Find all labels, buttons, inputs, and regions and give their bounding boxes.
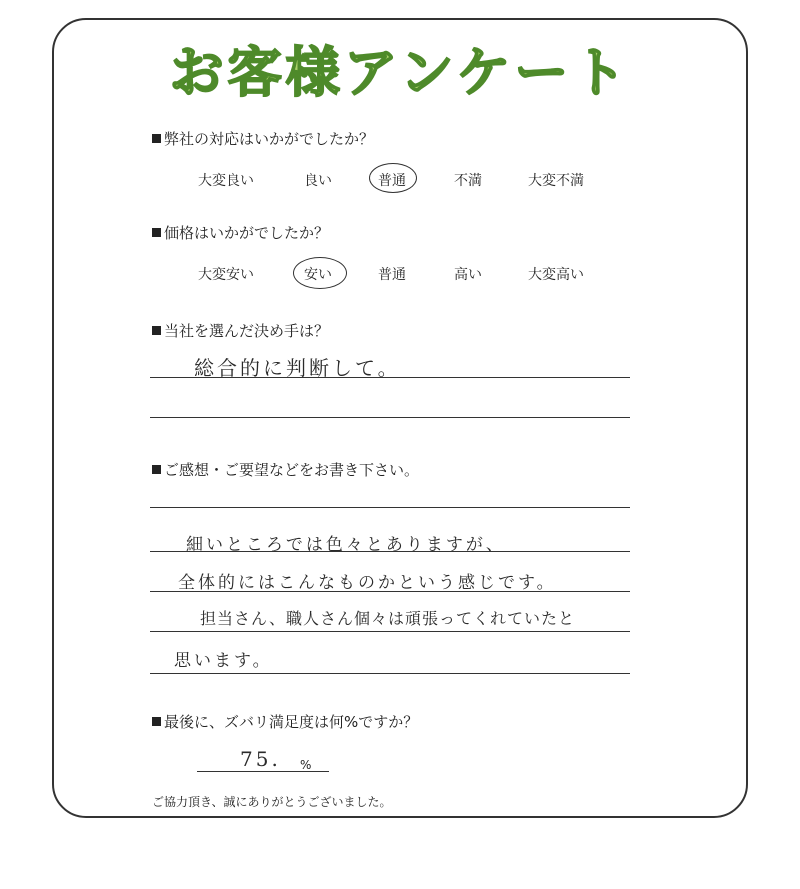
answer-line bbox=[150, 417, 630, 418]
handwritten-answer[interactable]: 総合的に判断して。 bbox=[194, 356, 401, 380]
answer-line bbox=[150, 591, 630, 592]
handwritten-comment-line[interactable]: 全体的にはこんなものかという感じです。 bbox=[178, 573, 557, 593]
question-label: 価格はいかがでしたか？ bbox=[164, 224, 330, 242]
q1-option-average[interactable]: 普通 bbox=[378, 173, 406, 189]
q1-selected-circle bbox=[369, 163, 417, 193]
question-label: ご感想・ご要望などをお書き下さい。 bbox=[164, 461, 420, 479]
q2-option-expensive[interactable]: 高い bbox=[454, 267, 482, 283]
question-comments bbox=[152, 459, 419, 480]
question-price bbox=[152, 222, 329, 243]
q2-option-cheap[interactable]: 安い bbox=[304, 267, 332, 283]
question-label: 弊社の対応はいかがでしたか？ bbox=[164, 130, 375, 148]
q1-option-dissatisfied[interactable]: 不満 bbox=[454, 173, 482, 189]
square-bullet-icon bbox=[152, 228, 161, 237]
thank-you-note: ご協力頂き、誠にありがとうございました。 bbox=[152, 795, 392, 809]
question-deciding-factor bbox=[152, 320, 329, 341]
q2-option-average[interactable]: 普通 bbox=[378, 267, 406, 283]
question-service bbox=[152, 128, 374, 149]
q2-option-very-cheap[interactable]: 大変安い bbox=[198, 267, 254, 283]
q2-option-very-expensive[interactable]: 大変高い bbox=[528, 267, 584, 283]
survey-title: お客様アンケート bbox=[169, 41, 631, 104]
answer-line bbox=[150, 631, 630, 632]
handwritten-comment-line[interactable]: 担当さん、職人さん個々は頑張ってくれていたと bbox=[200, 609, 575, 628]
answer-line bbox=[150, 551, 630, 552]
percent-unit: % bbox=[300, 758, 312, 772]
q2-selected-circle bbox=[293, 257, 347, 289]
question-label: 最後に、ズバリ満足度は何%ですか？ bbox=[164, 713, 419, 731]
answer-line bbox=[150, 673, 630, 674]
q1-option-good[interactable]: 良い bbox=[304, 173, 332, 189]
q1-option-very-good[interactable]: 大変良い bbox=[198, 173, 254, 189]
satisfaction-line bbox=[197, 771, 329, 772]
answer-line bbox=[150, 507, 630, 508]
square-bullet-icon bbox=[152, 326, 161, 335]
question-satisfaction bbox=[152, 711, 418, 732]
square-bullet-icon bbox=[152, 134, 161, 143]
handwritten-comment-line[interactable]: 細いところでは色々とありますが、 bbox=[186, 535, 506, 555]
square-bullet-icon bbox=[152, 717, 161, 726]
square-bullet-icon bbox=[152, 465, 161, 474]
satisfaction-value[interactable]: 75. bbox=[240, 747, 281, 771]
q1-option-very-dissatisfied[interactable]: 大変不満 bbox=[528, 173, 584, 189]
answer-line bbox=[150, 377, 630, 378]
handwritten-comment-line[interactable]: 思います。 bbox=[174, 651, 273, 671]
question-label: 当社を選んだ決め手は？ bbox=[164, 322, 330, 340]
